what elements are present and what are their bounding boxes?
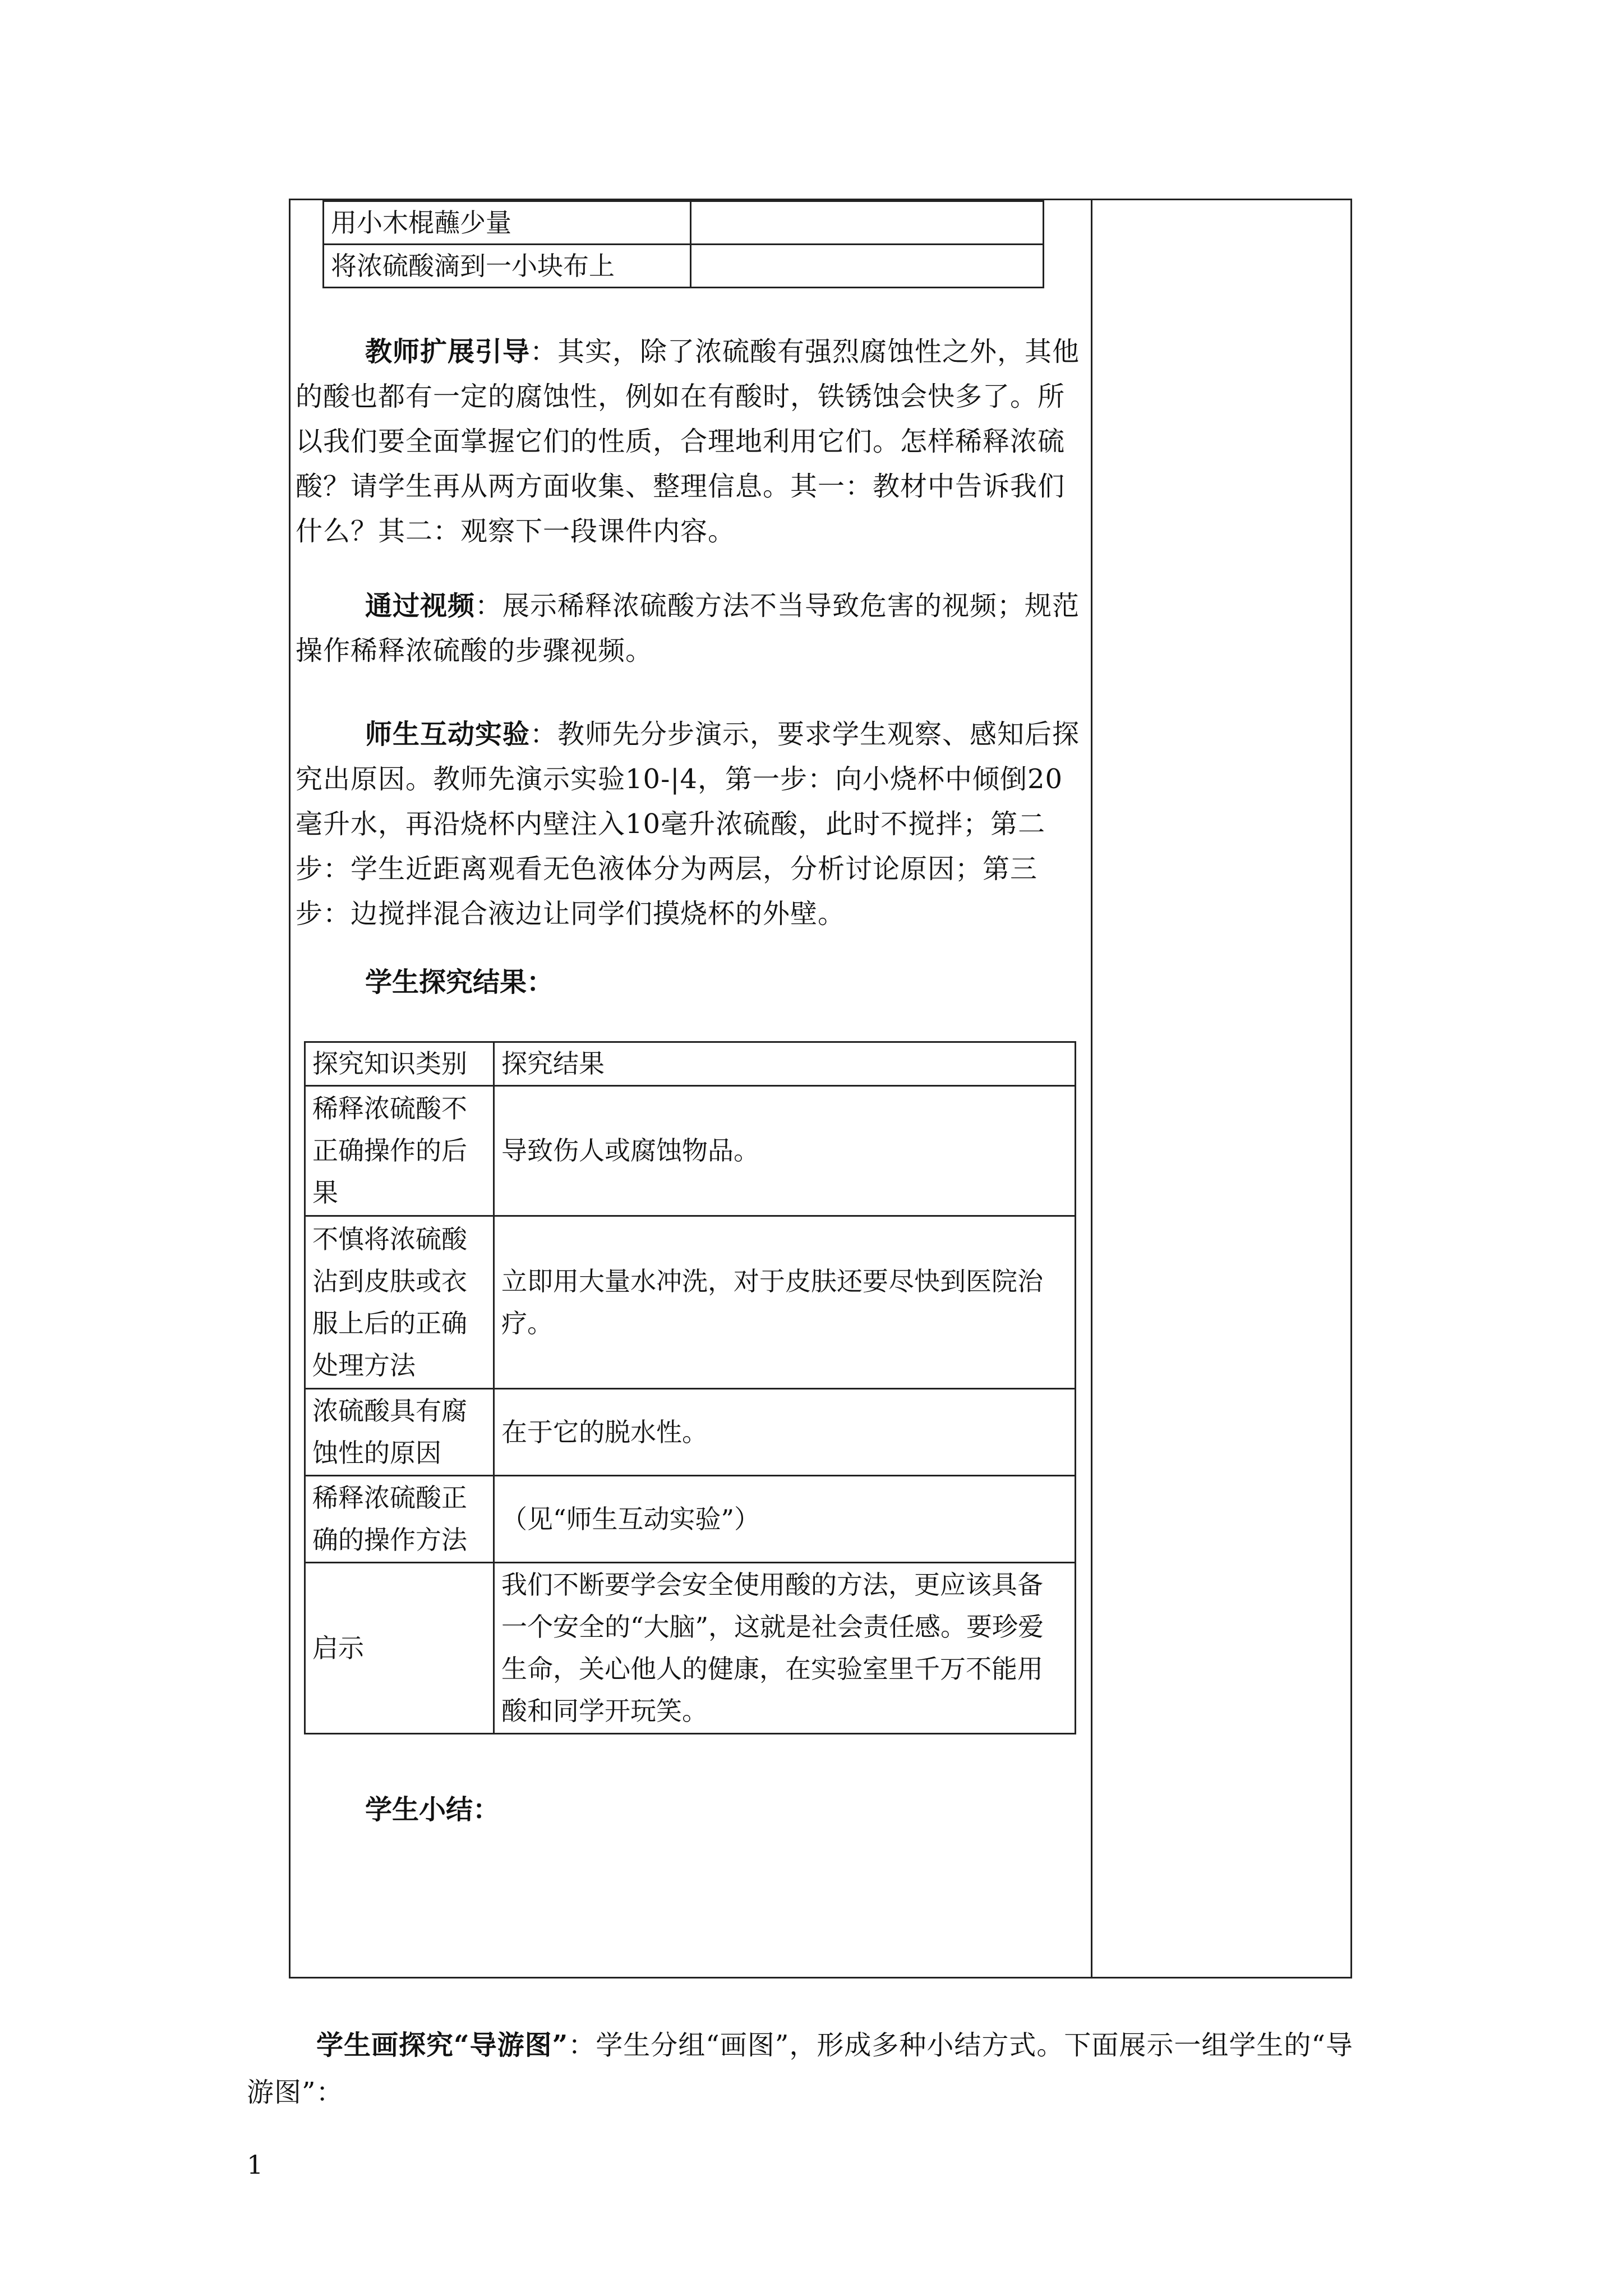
summary-heading: 学生小结：	[365, 1794, 500, 1825]
table-cell: 在于它的脱水性。	[494, 1389, 1076, 1476]
paragraph-heading: 师生互动实验	[365, 719, 531, 750]
table-cell	[691, 201, 1044, 245]
results-table	[304, 1041, 1076, 1734]
table-cell: 导致伤人或腐蚀物品。	[494, 1086, 1076, 1216]
paragraph-text: ：教师先分步演示，要求学生观察、感知后探究出原因。教师先演示实验10-|4，第一步：向小烧杯中倾倒20毫升水，再沿烧杯内壁注入10毫升浓硫酸，此时不搅拌；第二步：学生近距离观看无色液体分为两层，分析讨论原因；第三步：边搅拌混合液边让同学们摸烧杯的外壁。	[296, 719, 1080, 930]
table-row	[305, 1563, 1076, 1734]
table-header-row	[305, 1042, 1076, 1086]
paragraph-heading: 教师扩展引导	[365, 336, 531, 367]
table-cell: （见“师生互动实验”）	[494, 1476, 1076, 1563]
table-cell: 稀释浓硫酸正确的操作方法	[305, 1476, 494, 1563]
table-cell: 我们不断要学会安全使用酸的方法，更应该具备一个安全的“大脑”，这就是社会责任感。要珍爱生命，关心他人的健康，在实验室里千万不能用酸和同学开玩笑。	[494, 1563, 1076, 1734]
paragraph-text: ：其实，除了浓硫酸有强烈腐蚀性之外，其他的酸也都有一定的腐蚀性，例如在有酸时，铁锈蚀会快多了。所以我们要全面掌握它们的性质，合理地利用它们。怎样稀释浓硫酸？请学生再从两方面收集、整理信息。其一：教材中告诉我们什么？其二：观察下一段课件内容。	[296, 336, 1080, 547]
results-heading: 学生探究结果：	[365, 967, 554, 998]
table-cell: 浓硫酸具有腐蚀性的原因	[305, 1389, 494, 1476]
lesson-plan-table	[289, 199, 1352, 1978]
table-cell	[691, 245, 1044, 288]
column-header: 探究知识类别	[305, 1042, 494, 1086]
table-row	[324, 245, 1044, 288]
table-row	[305, 1086, 1076, 1216]
table-cell: 用小木棍蘸少量	[324, 201, 691, 245]
table-row	[305, 1389, 1076, 1476]
paragraph-text: ：学生分组“画图”，形成多种小结方式。下面展示一组学生的“导游图”：	[247, 2030, 1353, 2108]
page-number: 1	[247, 2150, 264, 2180]
table-row	[305, 1216, 1076, 1389]
paragraph-teacher-guide	[296, 329, 1086, 554]
paragraph-guide-map	[247, 2022, 1380, 2116]
table-cell: 稀释浓硫酸不正确操作的后果	[305, 1086, 494, 1216]
table-cell: 启示	[305, 1563, 494, 1734]
experiment-table	[322, 200, 1044, 288]
paragraph-text: ：展示稀释浓硫酸方法不当导致危害的视频；规范操作稀释浓硫酸的步骤视频。	[296, 590, 1080, 666]
paragraph-experiment	[296, 712, 1086, 936]
table-row	[305, 1476, 1076, 1563]
table-row	[324, 201, 1044, 245]
table-cell: 立即用大量水冲洗，对于皮肤还要尽快到医院治疗。	[494, 1216, 1076, 1389]
paragraph-heading: 学生画探究“导游图”	[316, 2030, 569, 2061]
table-cell: 将浓硫酸滴到一小块布上	[324, 245, 691, 288]
column-header: 探究结果	[494, 1042, 1076, 1086]
paragraph-heading: 通过视频	[365, 590, 476, 622]
column-divider	[1091, 200, 1092, 1977]
table-cell: 不慎将浓硫酸沾到皮肤或衣服上后的正确处理方法	[305, 1216, 494, 1389]
paragraph-video	[296, 583, 1086, 673]
